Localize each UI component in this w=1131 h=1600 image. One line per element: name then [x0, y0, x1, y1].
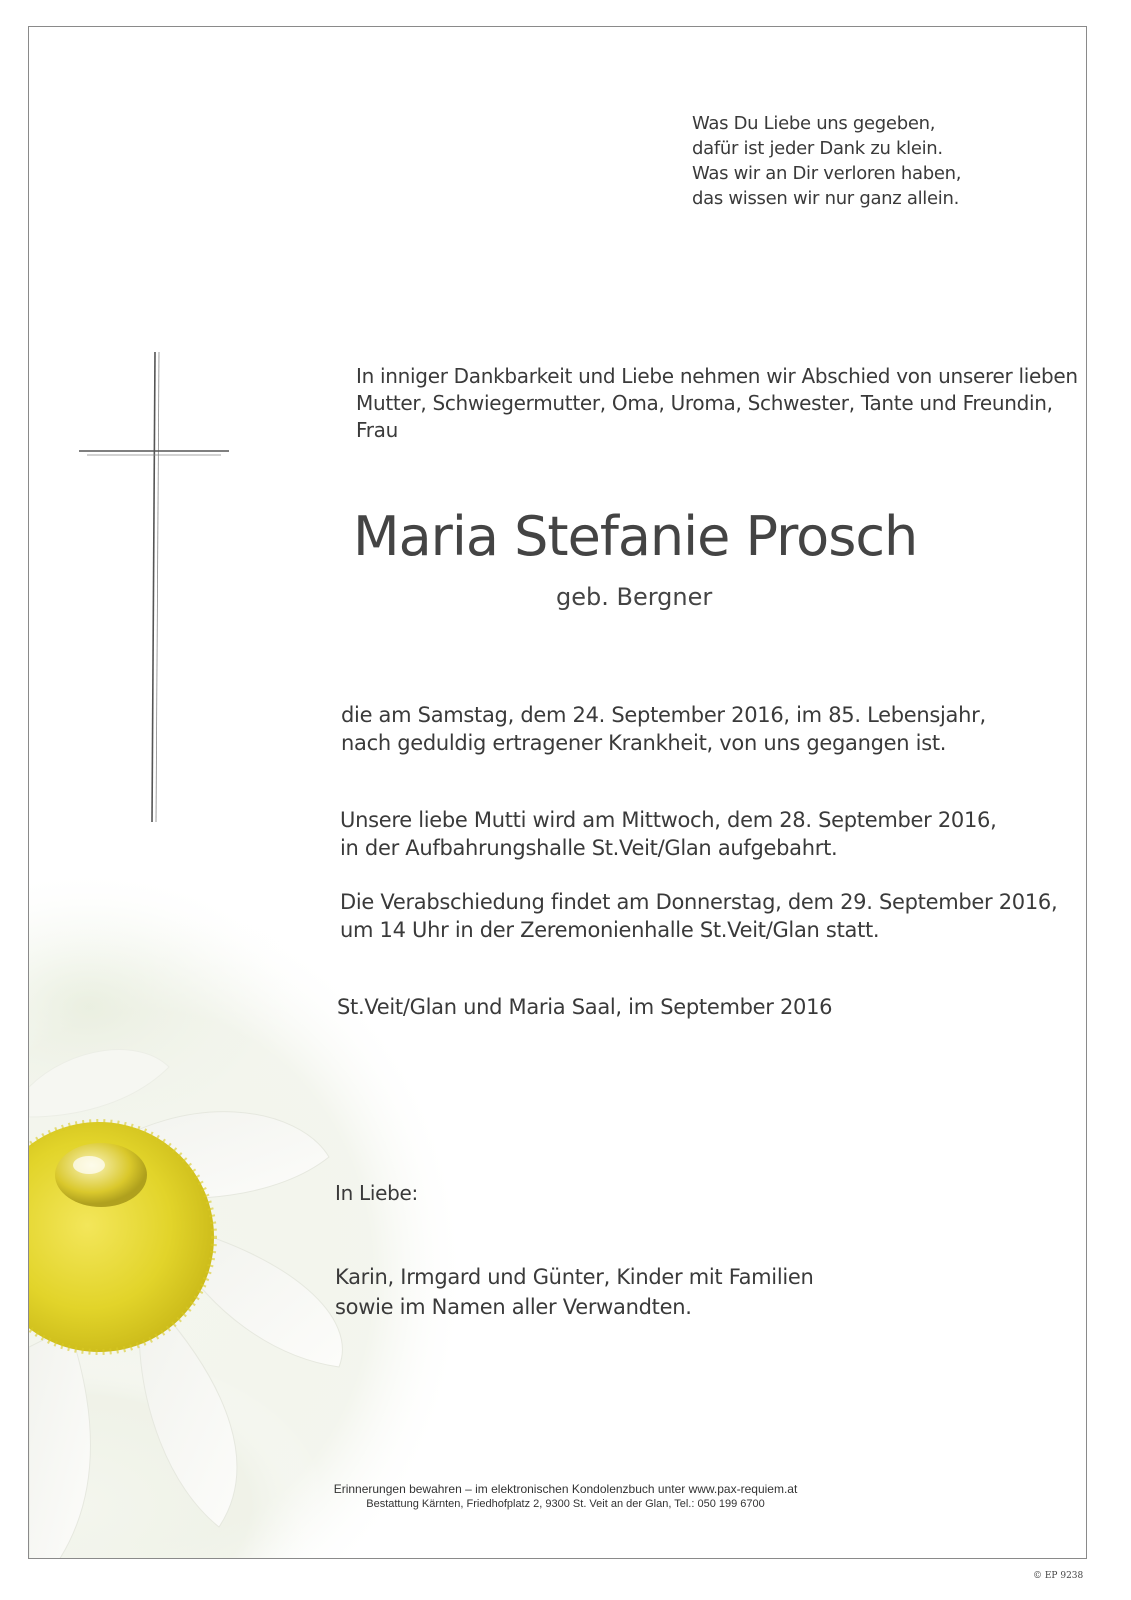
- footer-address: Bestattung Kärnten, Friedhofplatz 2, 9300 St. Veit an der Glan, Tel.: 050 199 6700: [366, 1498, 765, 1510]
- intro-text: [356, 363, 1078, 444]
- farewell-notice: [340, 888, 1057, 944]
- place-date-line: St.Veit/Glan und Maria Saal, im September 2016: [337, 995, 833, 1019]
- poem-line: dafür ist jeder Dank zu klein.: [692, 138, 943, 159]
- deceased-name: Maria Stefanie Prosch: [353, 505, 918, 568]
- poem-verse: [692, 111, 961, 211]
- viewing-notice: [340, 806, 996, 862]
- viewing-line: Unsere liebe Mutti wird am Mittwoch, dem 28. September 2016,: [340, 808, 997, 832]
- death-line: die am Samstag, dem 24. September 2016, im 85. Lebensjahr,: [341, 703, 986, 727]
- poem-line: Was wir an Dir verloren haben,: [692, 163, 962, 184]
- in-love-heading: [335, 1179, 418, 1207]
- cross-icon: [29, 27, 289, 827]
- mourners-line: sowie im Namen aller Verwandten.: [335, 1295, 692, 1319]
- poem-line: das wissen wir nur ganz allein.: [692, 188, 959, 209]
- farewell-line: um 14 Uhr in der Zeremonienhalle St.Veit/Glan statt.: [340, 918, 880, 942]
- viewing-line: in der Aufbahrungshalle St.Veit/Glan aufgebahrt.: [340, 836, 838, 860]
- mourners-list: [335, 1262, 814, 1322]
- document-code: © EP 9238: [1033, 1571, 1084, 1581]
- intro-line: Frau: [356, 418, 399, 442]
- maiden-name: geb. Bergner: [556, 583, 713, 611]
- intro-line: In inniger Dankbarkeit und Liebe nehmen wir Abschied von unserer lieben: [356, 364, 1078, 388]
- footer-condolence-link: Erinnerungen bewahren – im elektronischen Kondolenzbuch unter www.pax-requiem.at: [333, 1482, 798, 1496]
- farewell-line: Die Verabschiedung findet am Donnerstag, dem 29. September 2016,: [340, 890, 1058, 914]
- obituary-frame: [28, 26, 1087, 1559]
- place-date: [337, 993, 832, 1021]
- mourners-line: Karin, Irmgard und Günter, Kinder mit Familien: [335, 1265, 814, 1289]
- death-line: nach geduldig ertragener Krankheit, von uns gegangen ist.: [341, 731, 947, 755]
- in-love-label: In Liebe:: [335, 1181, 418, 1205]
- intro-line: Mutter, Schwiegermutter, Oma, Uroma, Schwester, Tante und Freundin,: [356, 391, 1053, 415]
- death-notice: [341, 701, 986, 757]
- poem-line: Was Du Liebe uns gegeben,: [692, 113, 936, 134]
